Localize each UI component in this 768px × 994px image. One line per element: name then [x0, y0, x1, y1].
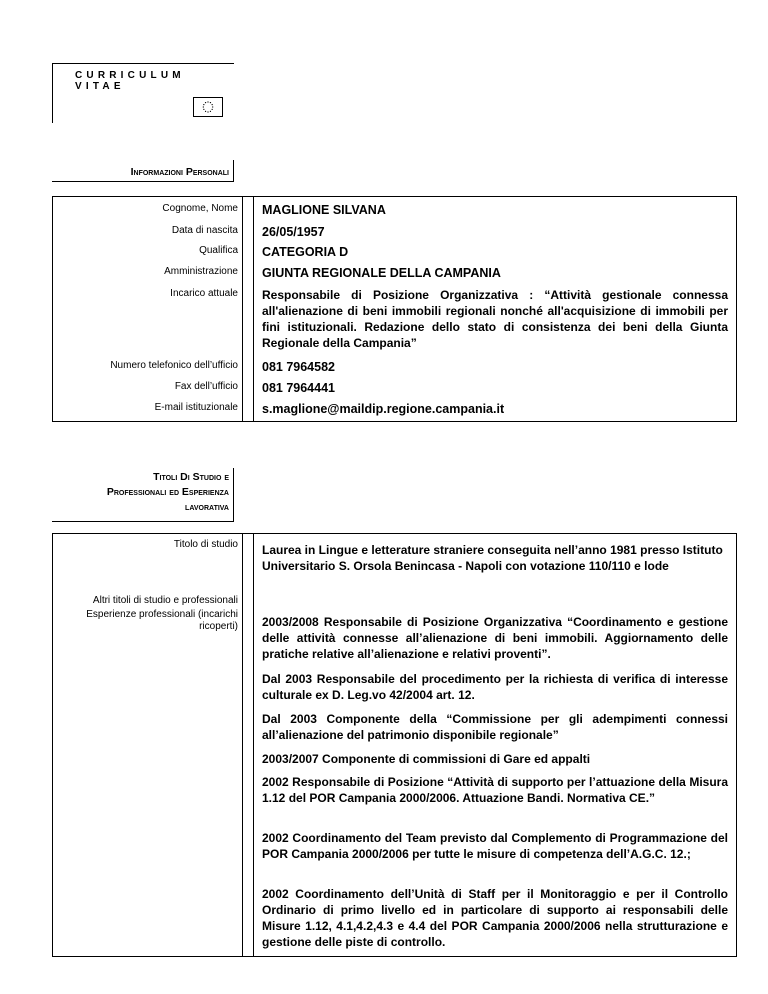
phone-value: 081 7964582	[262, 360, 335, 374]
incarico-value: Responsabile di Posizione Organizzativa : “Attività gestionale connessa all'alienazione di beni immobili regionali nonché all'acquisizione di immobili per fini istituzionali. Redazione dello stato di consistenza dei beni della Giunta Regionale della Campania”	[262, 288, 728, 350]
experience-item: Dal 2003 Componente della “Commissione per gli adempimenti connessi all’alienazione del patrimonio disponibile regionale”	[262, 712, 728, 742]
phone-label: Numero telefonico dell’ufficio	[110, 360, 238, 371]
email-label: E-mail istituzionale	[154, 402, 238, 413]
qualifica-label: Qualifica	[199, 245, 238, 256]
section-studio-line: Titoli Di Studio e	[153, 471, 229, 483]
column-divider	[253, 197, 254, 421]
experience-item: 2002 Coordinamento dell’Unità di Staff per il Monitoraggio e per il Controllo Ordinario di primo livello ed in particolare di supporto ai responsabili delle Misure 1.12, 4.1,4.2,4.3 e 4.4 del POR Campania 2000/2006 nella strutturazione e gestione delle piste di controllo.	[262, 887, 728, 949]
personal-info-table	[52, 196, 737, 422]
fax-value: 081 7964441	[262, 381, 335, 395]
column-divider	[242, 197, 243, 421]
experience-item: Dal 2003 Responsabile del procedimento per la richiesta di verifica di interesse culturale ex D. Leg.vo 42/2004 art. 12.	[262, 672, 728, 702]
cv-title: CURRICULUM VITAE	[75, 70, 185, 92]
amministrazione-label: Amministrazione	[164, 266, 238, 277]
column-divider	[253, 534, 254, 956]
section-studio-heading	[52, 468, 234, 522]
section-personal-heading: Informazioni Personali	[52, 160, 234, 182]
titolo-label: Titolo di studio	[173, 539, 238, 550]
section-studio-line: lavorativa	[185, 501, 229, 513]
experience-item: 2003/2008 Responsabile di Posizione Organizzativa “Coordinamento e gestione delle attività connesse all’alienazione di beni immobili. Aggiornamento delle pratiche relative all’alienazione e relativi proventi”.	[262, 615, 728, 661]
esperienze-label: Esperienze professionali (incarichi ricoperti)	[86, 609, 238, 632]
name-value: MAGLIONE SILVANA	[262, 203, 386, 217]
experience-item: 2002 Responsabile di Posizione “Attività di supporto per l’attuazione della Misura 1.12 del POR Campania 2000/2006. Attuazione Bandi. Normativa CE.”	[262, 775, 728, 805]
experience-item: 2003/2007 Componente di commissioni di Gare ed appalti	[262, 752, 591, 766]
name-label: Cognome, Nome	[162, 203, 238, 214]
qualifica-value: CATEGORIA D	[262, 245, 349, 259]
altri-titoli-label: Altri titoli di studio e professionali	[92, 595, 238, 606]
cv-header	[52, 63, 234, 123]
birth-label: Data di nascita	[171, 225, 238, 236]
birth-value: 26/05/1957	[262, 225, 325, 239]
fax-label: Fax dell’ufficio	[174, 381, 238, 392]
incarico-label: Incarico attuale	[170, 288, 238, 299]
section-studio-line: Professionali ed Esperienza	[106, 486, 229, 498]
column-divider	[242, 534, 243, 956]
titolo-value: Laurea in Lingue e letterature straniere conseguita nell’anno 1981 presso Istituto Universitario S. Orsola Benincasa - Napoli con votazione 110/110 e lode	[262, 543, 723, 573]
studio-table	[52, 533, 737, 957]
email-value[interactable]: s.maglione@maildip.regione.campania.it	[262, 402, 505, 416]
experience-item: 2002 Coordinamento del Team previsto dal Complemento di Programmazione del POR Campania 2000/2006 per tutte le misure di competenza dell’A.G.C. 12.;	[262, 831, 728, 861]
amministrazione-value: GIUNTA REGIONALE DELLA CAMPANIA	[262, 266, 501, 280]
eu-flag-icon	[193, 97, 223, 117]
